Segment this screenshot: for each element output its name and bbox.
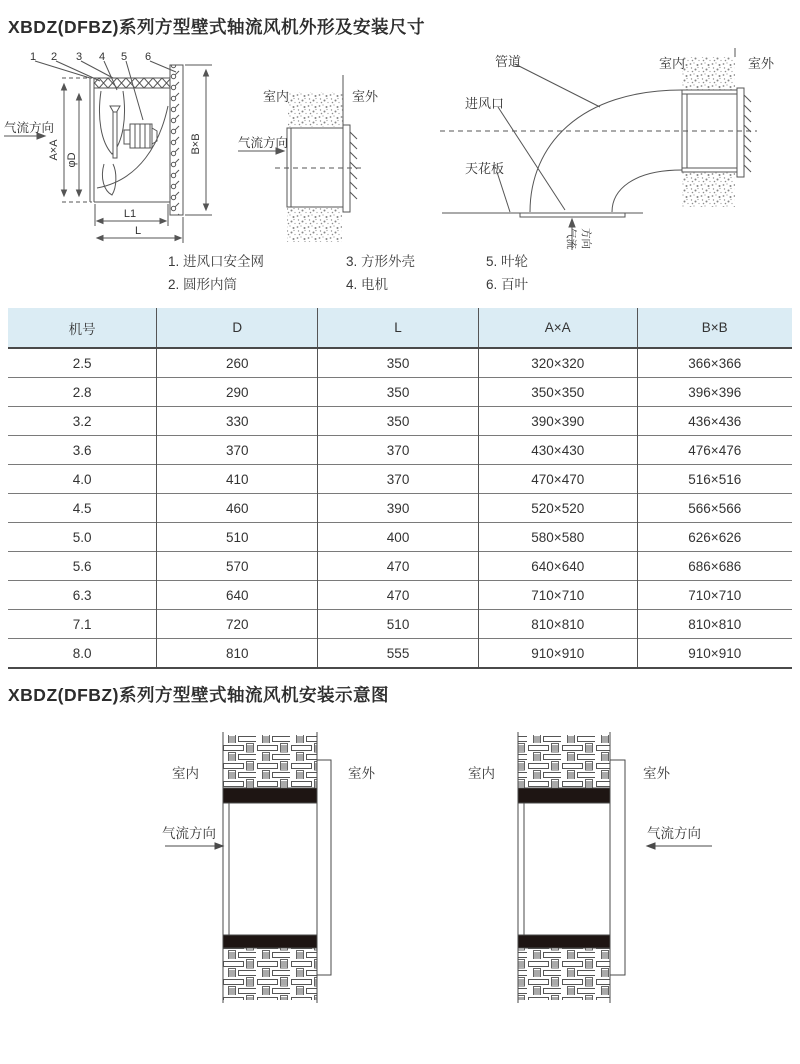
table-cell: 640×640 <box>478 552 637 581</box>
part-number-3: 3 <box>75 51 83 63</box>
airflow-label: 气流方向 <box>4 121 55 135</box>
table-cell: 366×366 <box>688 355 742 371</box>
legend-item: 4. 电机 <box>346 277 389 292</box>
table-cell: 370 <box>157 436 318 465</box>
table-row <box>8 348 792 378</box>
airflow-label-col2: 方向 <box>580 228 592 249</box>
table-row <box>8 581 792 610</box>
inlet-label: 进风口 <box>465 96 505 111</box>
part-number-1: 1 <box>29 51 37 63</box>
page-title: XBDZ(DFBZ)系列方型壁式轴流风机外形及安装尺寸 <box>8 17 425 37</box>
ceiling-duct-diagram <box>425 40 800 275</box>
outdoor-label: 室外 <box>352 89 379 104</box>
table-cell: 370 <box>318 436 479 465</box>
table-cell: 720 <box>157 610 318 639</box>
outdoor-label: 室外 <box>643 766 670 781</box>
table-cell: 396×396 <box>637 378 792 407</box>
legend-item: 1. 进风口安全网 <box>168 254 265 269</box>
table-cell: 410 <box>157 465 318 494</box>
table-cell: 390×390 <box>478 407 637 436</box>
table-cell: 910×910 <box>478 639 637 669</box>
table-cell: 470×470 <box>478 465 637 494</box>
dim-l1-label: L1 <box>123 208 137 220</box>
table-cell: 910×910 <box>637 639 792 669</box>
column-header: D <box>157 308 318 348</box>
table-cell: 2.5 <box>8 348 157 378</box>
column-header: 机号 <box>8 308 157 348</box>
airflow-label: 气流方向 <box>647 826 701 841</box>
table-cell: 640 <box>157 581 318 610</box>
spec-table-header-row <box>8 308 792 348</box>
part-number-6: 6 <box>144 51 152 63</box>
install-schematic-right <box>425 725 725 1015</box>
indoor-label: 室内 <box>172 766 199 781</box>
table-cell: 3.6 <box>8 436 157 465</box>
table-cell: 566×566 <box>637 494 792 523</box>
legend-item: 2. 圆形内筒 <box>168 277 238 292</box>
indoor-label: 室内 <box>468 766 495 781</box>
part-number-2: 2 <box>50 51 58 63</box>
duct-label: 管道 <box>495 54 522 69</box>
table-cell: 5.0 <box>8 523 157 552</box>
indoor-label: 室内 <box>659 56 686 71</box>
table-row <box>8 639 792 669</box>
table-cell: 520×520 <box>478 494 637 523</box>
table-cell: 350 <box>318 348 479 378</box>
brick-wall-bottom <box>518 948 610 1000</box>
table-row <box>8 552 792 581</box>
table-cell: 260 <box>157 348 318 378</box>
wall-installation-diagram <box>230 60 405 250</box>
table-cell: 350×350 <box>478 378 637 407</box>
table-cell: 810×810 <box>478 610 637 639</box>
dim-axa-label: A×A <box>48 139 60 161</box>
table-cell: 516×516 <box>637 465 792 494</box>
wall-bottom <box>682 172 735 207</box>
ceiling-label: 天花板 <box>465 161 505 176</box>
legend-item: 6. 百叶 <box>486 277 529 292</box>
wall-bottom <box>287 208 342 242</box>
table-row <box>8 465 792 494</box>
wall-top <box>288 92 343 127</box>
dim-phid-label: φD <box>66 152 78 168</box>
brick-wall-top <box>223 735 317 788</box>
table-cell: 5.6 <box>8 552 157 581</box>
table-cell: 4.0 <box>8 465 157 494</box>
table-cell: 390 <box>318 494 479 523</box>
legend-item: 5. 叶轮 <box>486 254 529 269</box>
table-cell: 2.8 <box>8 378 157 407</box>
table-cell: 330 <box>157 407 318 436</box>
dim-bxb-label: B×B <box>190 133 202 155</box>
table-cell: 810 <box>157 639 318 669</box>
table-cell: 710×710 <box>637 581 792 610</box>
part-number-4: 4 <box>98 51 106 63</box>
table-cell: 290 <box>157 378 318 407</box>
table-cell: 350 <box>318 378 479 407</box>
spec-table <box>8 308 792 669</box>
part-number-5: 5 <box>120 51 128 63</box>
table-row <box>8 494 792 523</box>
table-cell: 810×810 <box>637 610 792 639</box>
wall-top <box>682 57 735 90</box>
table-row <box>8 436 792 465</box>
airflow-label-col1: 气流 <box>565 228 577 249</box>
airflow-label: 气流方向 <box>162 826 216 841</box>
table-cell: 400 <box>318 523 479 552</box>
table-cell: 8.0 <box>8 639 157 669</box>
table-cell: 510 <box>157 523 318 552</box>
column-header: A×A <box>478 308 637 348</box>
table-cell: 370 <box>318 465 479 494</box>
outdoor-label: 室外 <box>348 766 375 781</box>
table-row <box>8 523 792 552</box>
table-cell: 570 <box>157 552 318 581</box>
table-cell: 470 <box>318 581 479 610</box>
table-row <box>8 378 792 407</box>
legend-item: 3. 方形外壳 <box>346 254 416 269</box>
dim-l-label: L <box>134 225 142 237</box>
brick-wall-bottom <box>223 948 317 1000</box>
table-cell: 626×626 <box>637 523 792 552</box>
airflow-label: 气流方向 <box>238 136 289 150</box>
outdoor-label: 室外 <box>748 56 775 71</box>
table-cell: 555 <box>318 639 479 669</box>
column-header: L <box>318 308 479 348</box>
table-cell: 436×436 <box>637 407 792 436</box>
brick-wall-top <box>518 735 610 788</box>
section-title: XBDZ(DFBZ)系列方型壁式轴流风机安装示意图 <box>8 685 389 705</box>
table-cell: 4.5 <box>8 494 157 523</box>
table-cell: 580×580 <box>478 523 637 552</box>
legend <box>168 250 596 296</box>
table-cell: 460 <box>157 494 318 523</box>
table-cell: 510 <box>318 610 479 639</box>
table-cell: 320×320 <box>478 348 637 378</box>
table-cell: 430×430 <box>478 436 637 465</box>
spec-table-body <box>8 348 792 668</box>
table-cell: 6.3 <box>8 581 157 610</box>
table-cell: 3.2 <box>8 407 157 436</box>
install-schematic-left <box>120 725 390 1015</box>
table-row <box>8 610 792 639</box>
table-cell: 476×476 <box>637 436 792 465</box>
fan-cross-section-diagram <box>0 48 218 253</box>
indoor-label: 室内 <box>263 89 290 104</box>
table-cell: 470 <box>318 552 479 581</box>
table-cell: 7.1 <box>8 610 157 639</box>
table-cell: 710×710 <box>478 581 637 610</box>
table-row <box>8 407 792 436</box>
table-cell: 350 <box>318 407 479 436</box>
table-cell: 686×686 <box>637 552 792 581</box>
column-header: B×B <box>637 308 792 348</box>
